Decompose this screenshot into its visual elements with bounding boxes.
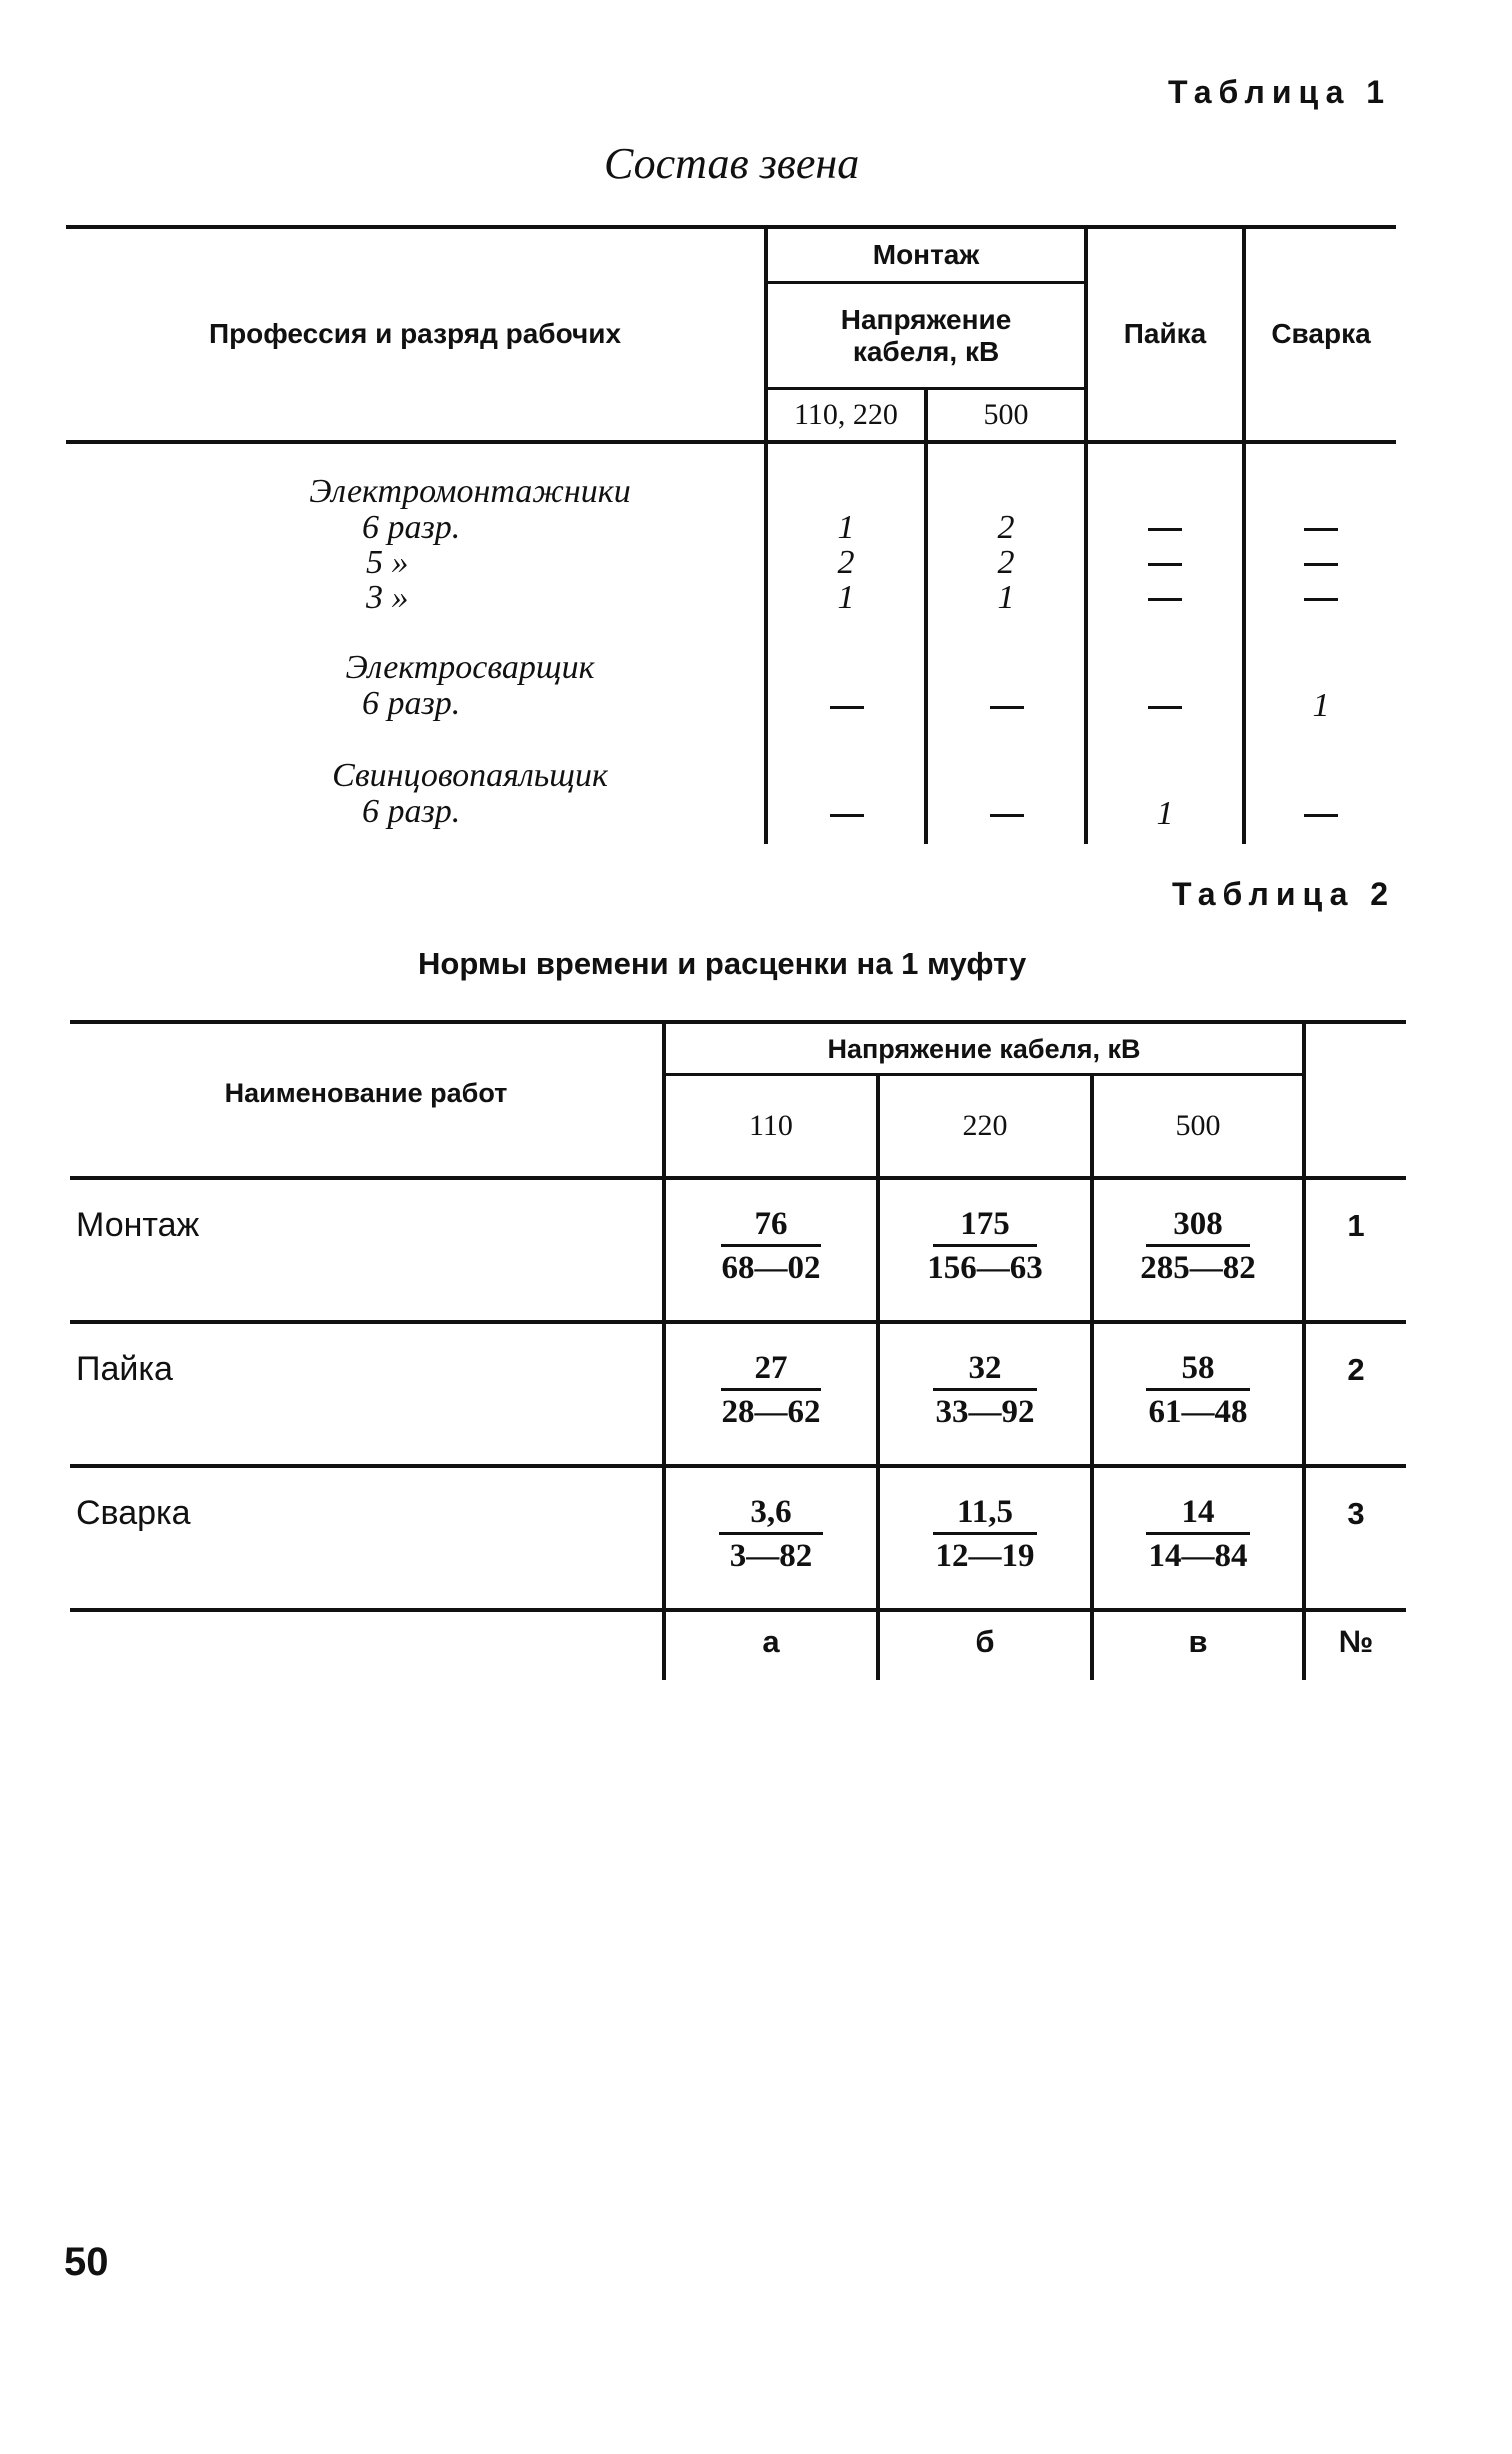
table-1-dash [1304,814,1338,817]
table-1-rank: 6 разр. [362,509,461,546]
page-number: 50 [64,2240,109,2284]
table-1-dash [1304,563,1338,566]
table-2-header-110: 110 [749,1109,793,1142]
rate-price: 3—82 [729,1538,813,1574]
table-1-cell: 1 [837,579,855,616]
table-1-caption: Таблица 1 [1168,74,1392,110]
table-1-dash [1148,563,1182,566]
table-1-cell: 1 [837,509,855,546]
rate-norm: 11,5 [957,1494,1013,1530]
table-2-rate-cell [666,1492,876,1577]
table-1-rank: 6 разр. [362,685,461,722]
table-1-rank: 5 » [366,544,409,581]
table-1-profession-electrosvarshchik: Электросварщик [345,649,595,686]
table-1-title: Состав звена [604,139,860,188]
table-1-cell: 1 [1156,795,1174,832]
table-1-dash [990,706,1024,709]
table-2-rate-cell [880,1348,1090,1433]
table-1-header-montazh: Монтаж [872,239,980,270]
table-2-row-number: 3 [1347,1496,1365,1531]
table-2-rate-cell [1094,1492,1302,1577]
table-2-rate-cell [1094,1348,1302,1433]
table-1-header-voltage: Напряжение кабеля, кВ [840,304,1012,367]
table-1-dash [990,814,1024,817]
table-2-row-rule-3 [70,1608,1406,1612]
table-2-work-name: Монтаж [76,1206,200,1244]
rate-norm: 175 [960,1206,1010,1242]
table-2-row-number: 1 [1347,1208,1365,1243]
table-1-cell: 1 [1312,687,1330,724]
table-2-column-key: б [975,1624,995,1659]
table-2-work-name: Сварка [76,1494,191,1532]
rate-norm: 3,6 [750,1494,792,1530]
table-1-header-payka: Пайка [1123,317,1207,349]
rate-price: 28—62 [721,1394,821,1430]
rate-price: 68—02 [721,1250,821,1286]
table-2-header-voltage: Напряжение кабеля, кВ [827,1033,1141,1064]
table-2-vrule-4 [1302,1022,1306,1680]
table-1-rank: 6 разр. [362,793,461,830]
table-1-dash [1148,706,1182,709]
table-1-montazh-rule [764,281,1086,284]
table-1-dash [1148,528,1182,531]
rate-norm: 58 [1181,1350,1215,1386]
table-2-column-key: а [762,1624,780,1659]
table-1-profession-electromontazh: Электромонтажники [309,473,631,510]
table-1-cell: 2 [837,544,855,581]
table-1-dash [830,814,864,817]
table-2-work-name: Пайка [76,1350,173,1388]
table-1-header-profession: Профессия и разряд рабочих [208,317,622,349]
table-2-caption: Таблица 2 [1172,876,1396,912]
table-2-rate-cell [666,1348,876,1433]
table-1-header-v1: 110, 220 [794,398,898,431]
table-2-rate-cell [666,1204,876,1289]
table-2-rate-cell [880,1204,1090,1289]
table-1-cell: 2 [997,544,1015,581]
table-2-header-220: 220 [962,1109,1008,1142]
rate-norm: 27 [754,1350,788,1386]
rate-norm: 76 [754,1206,788,1242]
table-1-dash [830,706,864,709]
table-1-vrule-2 [924,389,928,844]
table-1-header-v2: 500 [983,398,1029,431]
table-1-header-svarka: Сварка [1271,317,1371,349]
rate-price: 156—63 [927,1250,1043,1286]
rate-norm: 308 [1173,1206,1223,1242]
table-2-header-500: 500 [1175,1109,1221,1142]
table-1-profession-svintsovopayalshchik: Свинцовопаяльщик [332,757,608,794]
table-2-title: Нормы времени и расценки на 1 муфту [418,946,1027,981]
rate-price: 33—92 [935,1394,1035,1430]
table-2-rate-cell [880,1492,1090,1577]
table-2-rate-cell [1094,1204,1302,1289]
table-2-row-rule-2 [70,1464,1406,1468]
table-1-dash [1304,528,1338,531]
table-1-header-rule [66,440,1396,444]
rate-norm: 32 [968,1350,1002,1386]
table-2-column-key: в [1188,1624,1208,1659]
table-1-dash [1304,598,1338,601]
table-1-rank: 3 » [366,579,409,616]
rate-price: 12—19 [935,1538,1035,1574]
table-2-header-rule [70,1176,1406,1180]
table-1-dash [1148,598,1182,601]
table-1-cell: 1 [997,579,1015,616]
table-2-row-rule-1 [70,1320,1406,1324]
table-1-cell: 2 [997,509,1015,546]
table-2-column-key: № [1338,1624,1374,1659]
table-2-row-number: 2 [1347,1352,1365,1387]
table-2-header-work: Наименование работ [224,1078,508,1108]
rate-price: 61—48 [1148,1394,1248,1430]
rate-price: 14—84 [1148,1538,1248,1574]
rate-norm: 14 [1181,1494,1215,1530]
rate-price: 285—82 [1140,1250,1256,1286]
